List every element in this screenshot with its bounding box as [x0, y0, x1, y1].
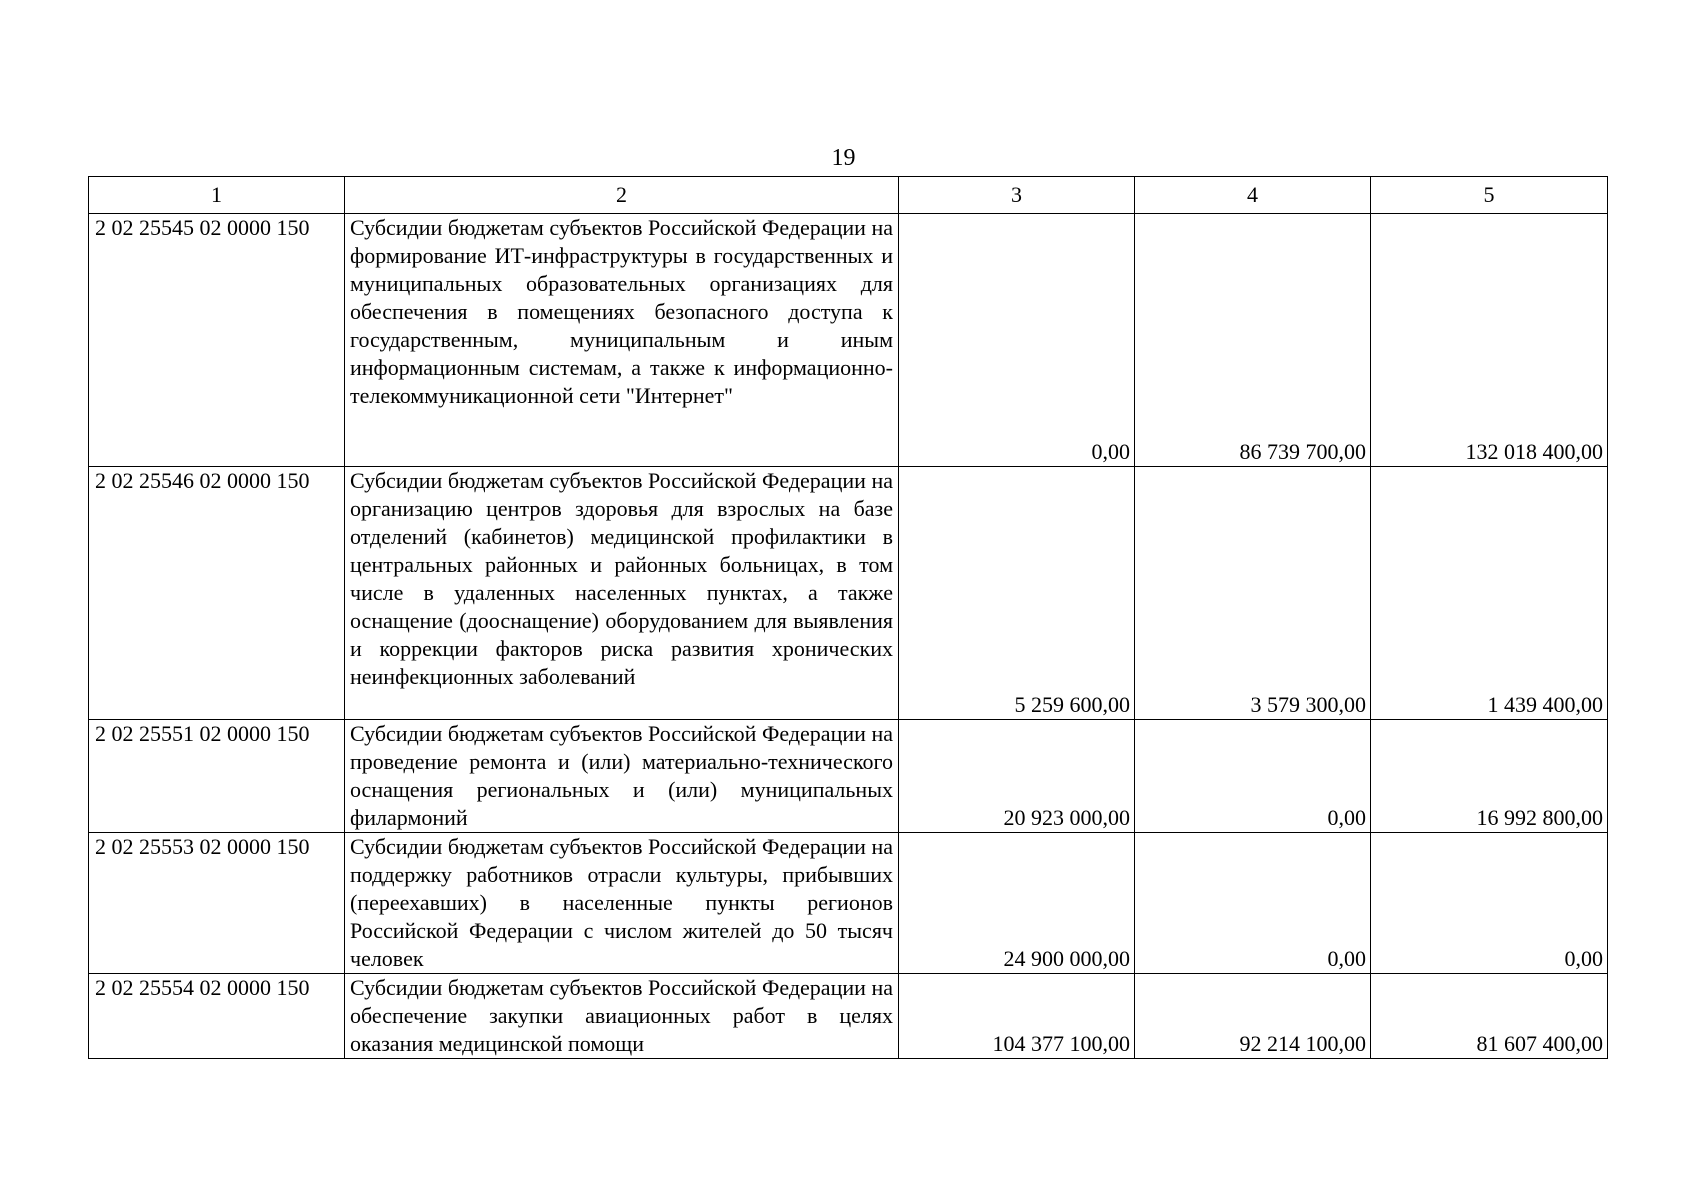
amount-col5-cell: 0,00	[1371, 833, 1608, 974]
amount-col4-cell: 86 739 700,00	[1135, 214, 1371, 467]
amount-col5-cell: 16 992 800,00	[1371, 720, 1608, 833]
budget-code-cell: 2 02 25553 02 0000 150	[89, 833, 345, 974]
budget-code-cell: 2 02 25554 02 0000 150	[89, 974, 345, 1059]
description-cell: Субсидии бюджетам субъектов Российской Федерации на обеспечение закупки авиационных работ в целях оказания медицинской помощи	[345, 974, 899, 1059]
table-row	[89, 214, 1608, 467]
table-row	[89, 833, 1608, 974]
amount-col3-cell: 20 923 000,00	[899, 720, 1135, 833]
budget-table	[88, 176, 1608, 1059]
amount-col4-cell: 0,00	[1135, 833, 1371, 974]
amount-col5-cell: 132 018 400,00	[1371, 214, 1608, 467]
amount-col5-cell: 81 607 400,00	[1371, 974, 1608, 1059]
table-row	[89, 467, 1608, 720]
description-cell: Субсидии бюджетам субъектов Российской Федерации на формирование ИТ-инфраструктуры в государственных и муниципальных образовательных организациях для обеспечения в помещениях безопасного доступа к государственным, муниципальным и иным информационным системам, а также к информационно-телекоммуникационной сети "Интернет"	[345, 214, 899, 467]
amount-col5-cell: 1 439 400,00	[1371, 467, 1608, 720]
amount-col3-cell: 0,00	[899, 214, 1135, 467]
budget-code-cell: 2 02 25545 02 0000 150	[89, 214, 345, 467]
description-cell: Субсидии бюджетам субъектов Российской Федерации на организацию центров здоровья для взрослых на базе отделений (кабинетов) медицинской профилактики в центральных районных и районных больницах, в том числе в удаленных населенных пунктах, а также оснащение (дооснащение) оборудованием для выявления и коррекции факторов риска развития хронических неинфекционных заболеваний	[345, 467, 899, 720]
amount-col4-cell: 92 214 100,00	[1135, 974, 1371, 1059]
table-row	[89, 974, 1608, 1059]
page-number: 19	[831, 145, 856, 171]
column-header-2: 2	[345, 177, 899, 214]
amount-col4-cell: 3 579 300,00	[1135, 467, 1371, 720]
budget-code-cell: 2 02 25551 02 0000 150	[89, 720, 345, 833]
description-cell: Субсидии бюджетам субъектов Российской Федерации на проведение ремонта и (или) материально-технического оснащения региональных и (или) муниципальных филармоний	[345, 720, 899, 833]
amount-col3-cell: 104 377 100,00	[899, 974, 1135, 1059]
amount-col3-cell: 24 900 000,00	[899, 833, 1135, 974]
column-header-4: 4	[1135, 177, 1371, 214]
column-header-3: 3	[899, 177, 1135, 214]
table-row	[89, 720, 1608, 833]
column-header-1: 1	[89, 177, 345, 214]
description-cell: Субсидии бюджетам субъектов Российской Федерации на поддержку работников отрасли культуры, прибывших (переехавших) в населенные пункты регионов Российской Федерации с числом жителей до 50 тысяч человек	[345, 833, 899, 974]
budget-code-cell: 2 02 25546 02 0000 150	[89, 467, 345, 720]
amount-col3-cell: 5 259 600,00	[899, 467, 1135, 720]
column-header-5: 5	[1371, 177, 1608, 214]
amount-col4-cell: 0,00	[1135, 720, 1371, 833]
table-header-row	[89, 177, 1608, 214]
